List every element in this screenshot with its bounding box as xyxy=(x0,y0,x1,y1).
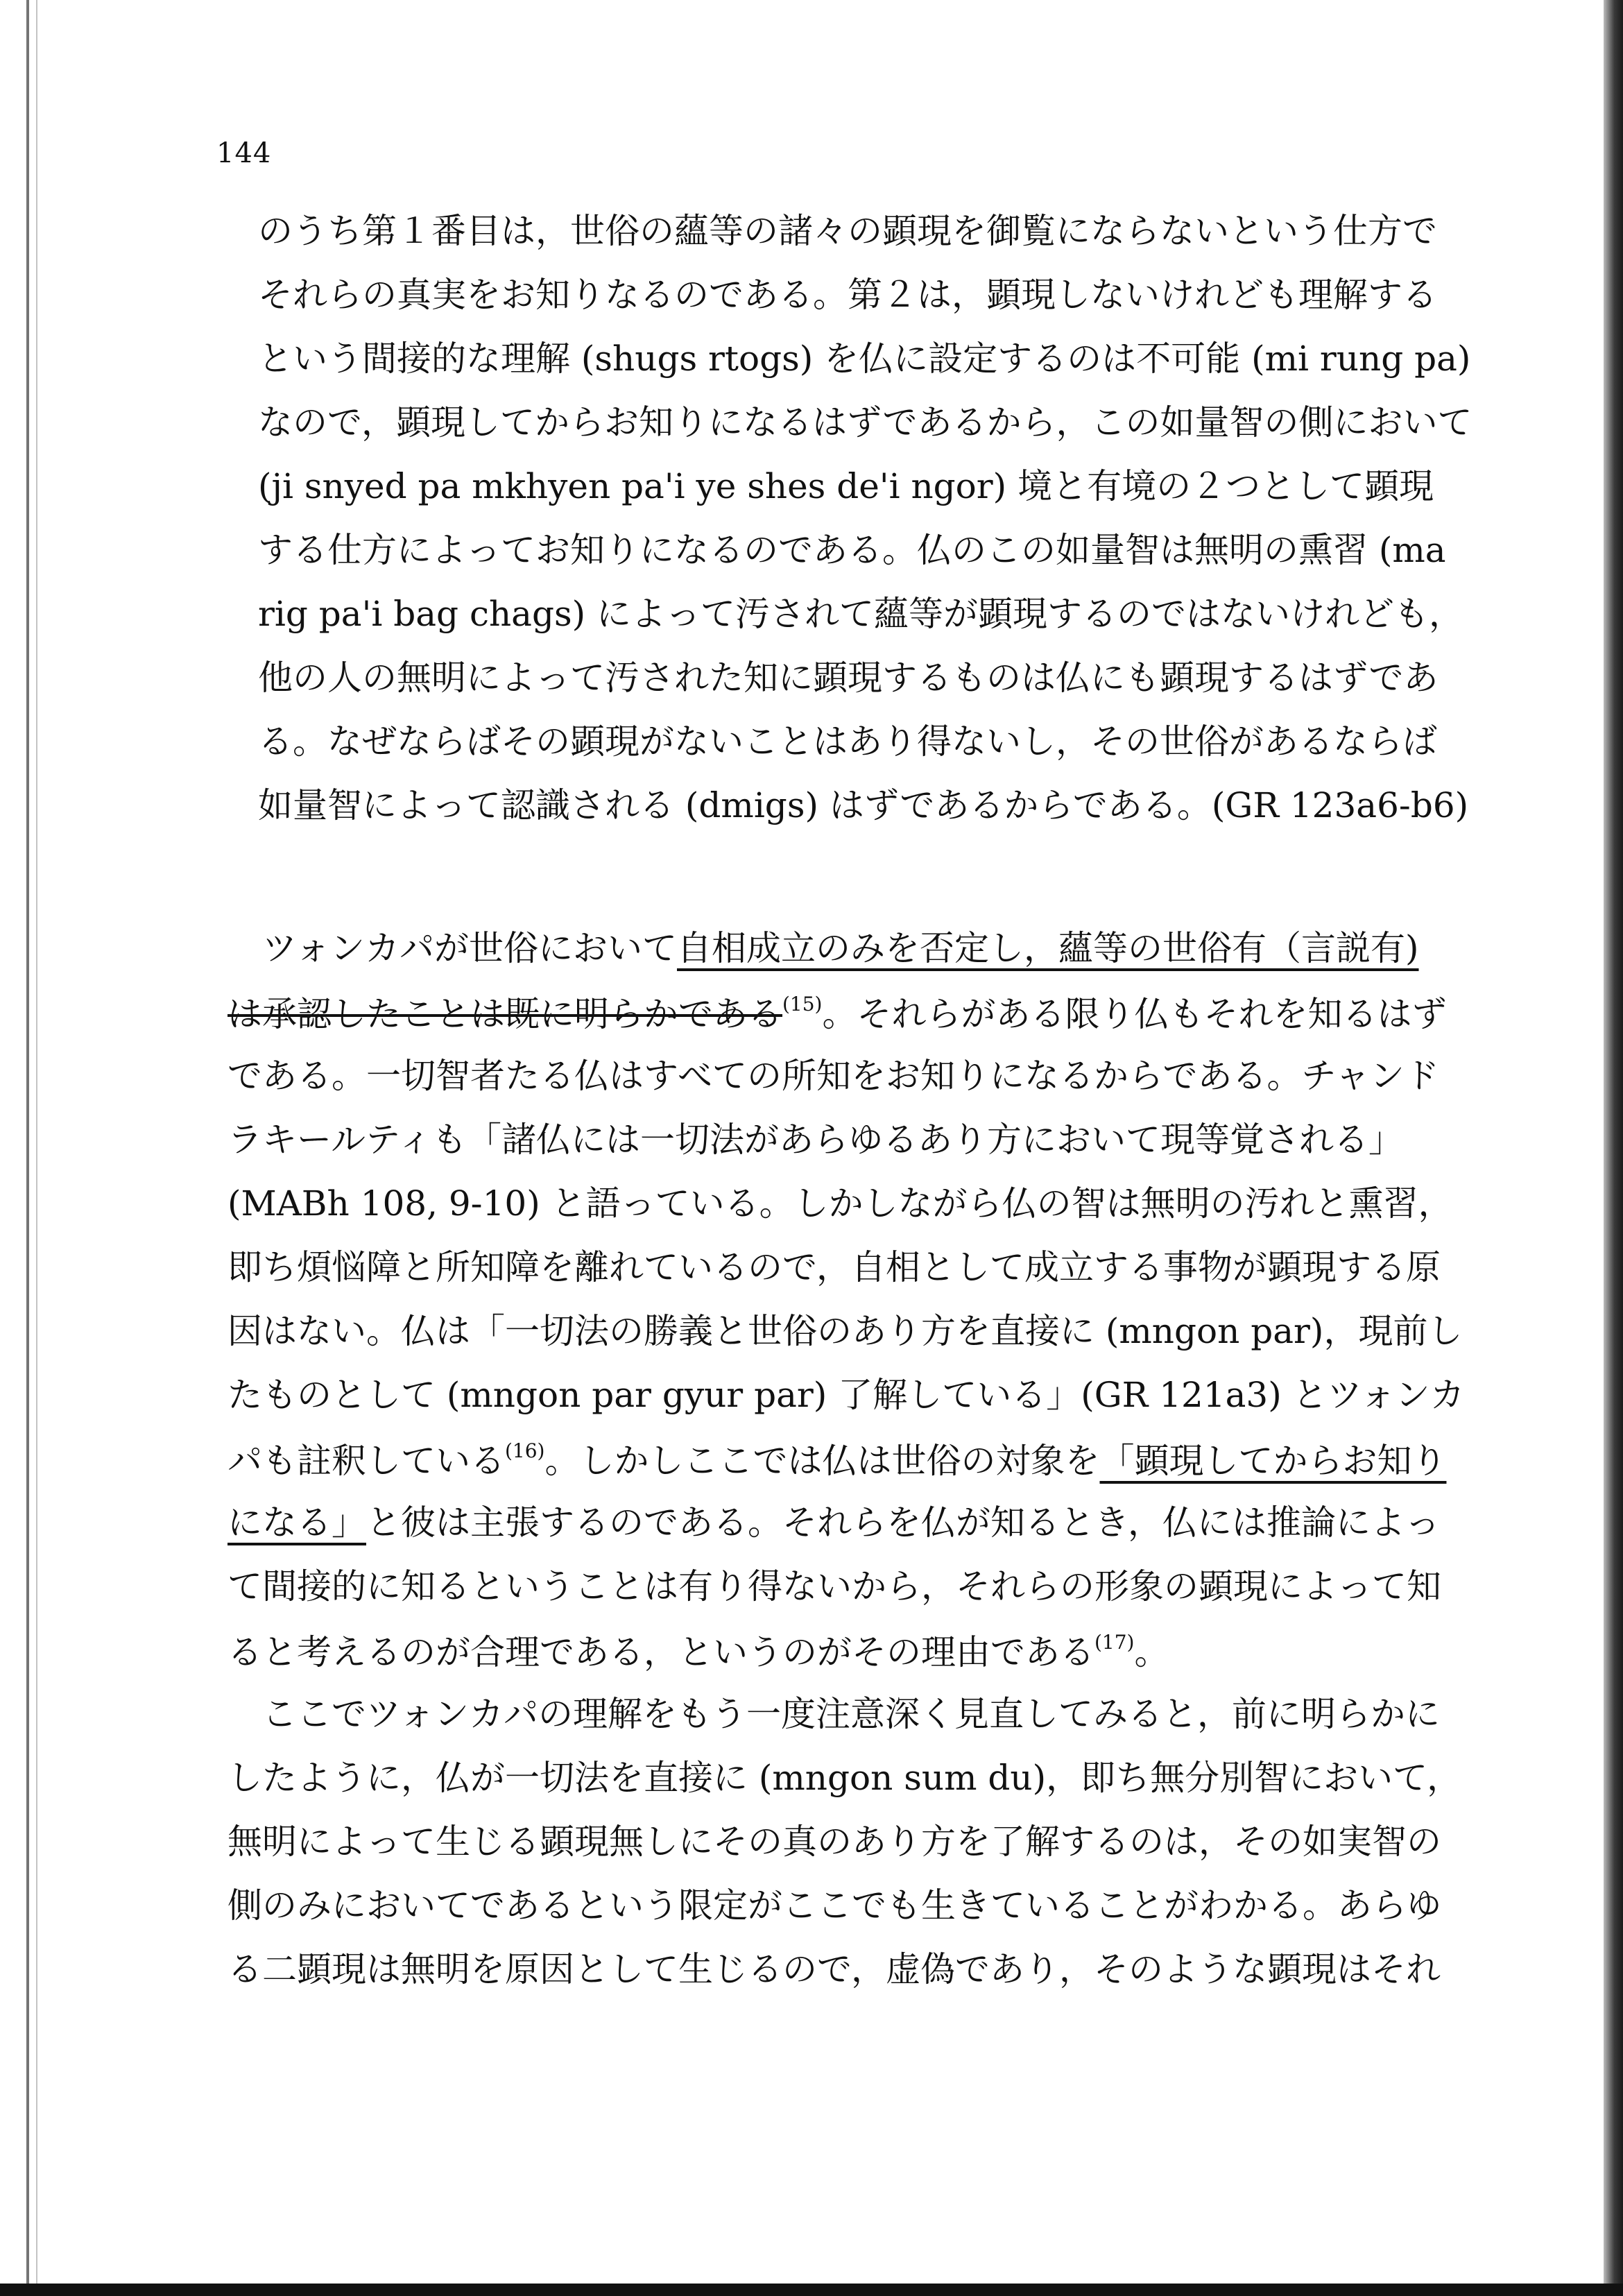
body-line: は承認したことは既に明らかである$^{(15)}$。それらがある限り仏もそれを知るはず xyxy=(227,993,1447,1034)
body-line: ラキールティも「諸仏には一切法があらゆるあり方において現等覚される」 xyxy=(227,1120,1403,1160)
handwritten-underline: 「顕現してからお知り xyxy=(1099,1441,1447,1481)
quote-line: 如量智によって認識される (dmigs) はずであるからである。(GR 123a6-b6) xyxy=(258,785,1469,825)
quote-line: という間接的な理解 (shugs rtogs) を仏に設定するのは不可能 (mi rung pa) xyxy=(258,339,1471,379)
body-line: パも註釈している$^{(16)}$。しかしここでは仏は世俗の対象を「顕現してからお知り xyxy=(227,1439,1447,1481)
body-line: したように，仏が一切法を直接に (mngon sum du)，即ち無分別智において， xyxy=(227,1758,1462,1798)
body-line: 側のみにおいてであるという限定がここでも生きていることがわかる。あらゆ xyxy=(227,1885,1441,1926)
body-line: である。一切智者たる仏はすべての所知をお知りになるからである。チャンド xyxy=(227,1056,1439,1096)
handwritten-underline: になる」 xyxy=(227,1502,366,1543)
body-line: ると考えるのが合理である，というのがその理由である$^{(17)}$。 xyxy=(227,1631,1169,1672)
body-line: になる」と彼は主張するのである。それらを仏が知るとき，仏には推論によっ xyxy=(227,1502,1440,1543)
handwritten-underline: 自相成立のみを否定し，蘊等の世俗有（言説有) xyxy=(677,928,1419,968)
body-line: ここでツォンカパの理解をもう一度注意深く見直してみると，前に明らかに xyxy=(262,1694,1440,1734)
footnote-ref: (15) xyxy=(782,993,823,1016)
quote-line: (ji snyed pa mkhyen pa'i ye shes de'i ngor) 境と有境の２つとして顕現 xyxy=(258,466,1434,506)
handwritten-underline: は承認したことは既に明らかである xyxy=(227,994,782,1034)
body-line: 因はない。仏は「一切法の勝義と世俗のあり方を直接に (mngon par)，現前し xyxy=(227,1311,1463,1351)
body-line: 無明によって生じる顕現無しにその真のあり方を了解するのは，その如実智の xyxy=(227,1822,1441,1862)
footnote-ref: (17) xyxy=(1094,1631,1135,1654)
scan-bottom-edge xyxy=(0,2284,1623,2296)
footnote-ref: (16) xyxy=(505,1439,545,1462)
quote-line: のうち第１番目は，世俗の蘊等の諸々の顕現を御覧にならないという仕方で xyxy=(258,211,1437,251)
quote-line: る。なぜならばその顕現がないことはあり得ないし，その世俗があるならば xyxy=(258,721,1437,762)
quote-line: rig pa'i bag chags) によって汚されて蘊等が顕現するのではないけれども， xyxy=(258,594,1464,634)
body-line: ツォンカパが世俗において自相成立のみを否定し，蘊等の世俗有（言説有) xyxy=(262,928,1419,968)
quote-line: する仕方によってお知りになるのである。仏のこの如量智は無明の熏習 (ma xyxy=(258,530,1446,570)
body-line: る二顕現は無明を原因として生じるので，虚偽であり，そのような顕現はそれ xyxy=(227,1949,1441,1989)
quote-line: なので，顕現してからお知りになるはずであるから，この如量智の側において xyxy=(258,402,1472,443)
body-line: て間接的に知るということは有り得ないから，それらの形象の顕現によって知 xyxy=(227,1566,1441,1607)
body-line: 即ち煩悩障と所知障を離れているので，自相として成立する事物が顕現する原 xyxy=(227,1247,1441,1287)
body-line: (MABh 108, 9-10) と語っている。しかしながら仏の智は無明の汚れと熏習， xyxy=(227,1183,1453,1224)
quote-line: 他の人の無明によって汚された知に顕現するものは仏にも顕現するはずであ xyxy=(258,658,1439,698)
quote-line: それらの真実をお知りなるのである。第２は，顕現しないけれども理解する xyxy=(258,275,1437,315)
body-line: たものとして (mngon par gyur par) 了解している」(GR 121a3) とツォンカ xyxy=(227,1375,1465,1415)
page-number: 144 xyxy=(216,137,272,169)
